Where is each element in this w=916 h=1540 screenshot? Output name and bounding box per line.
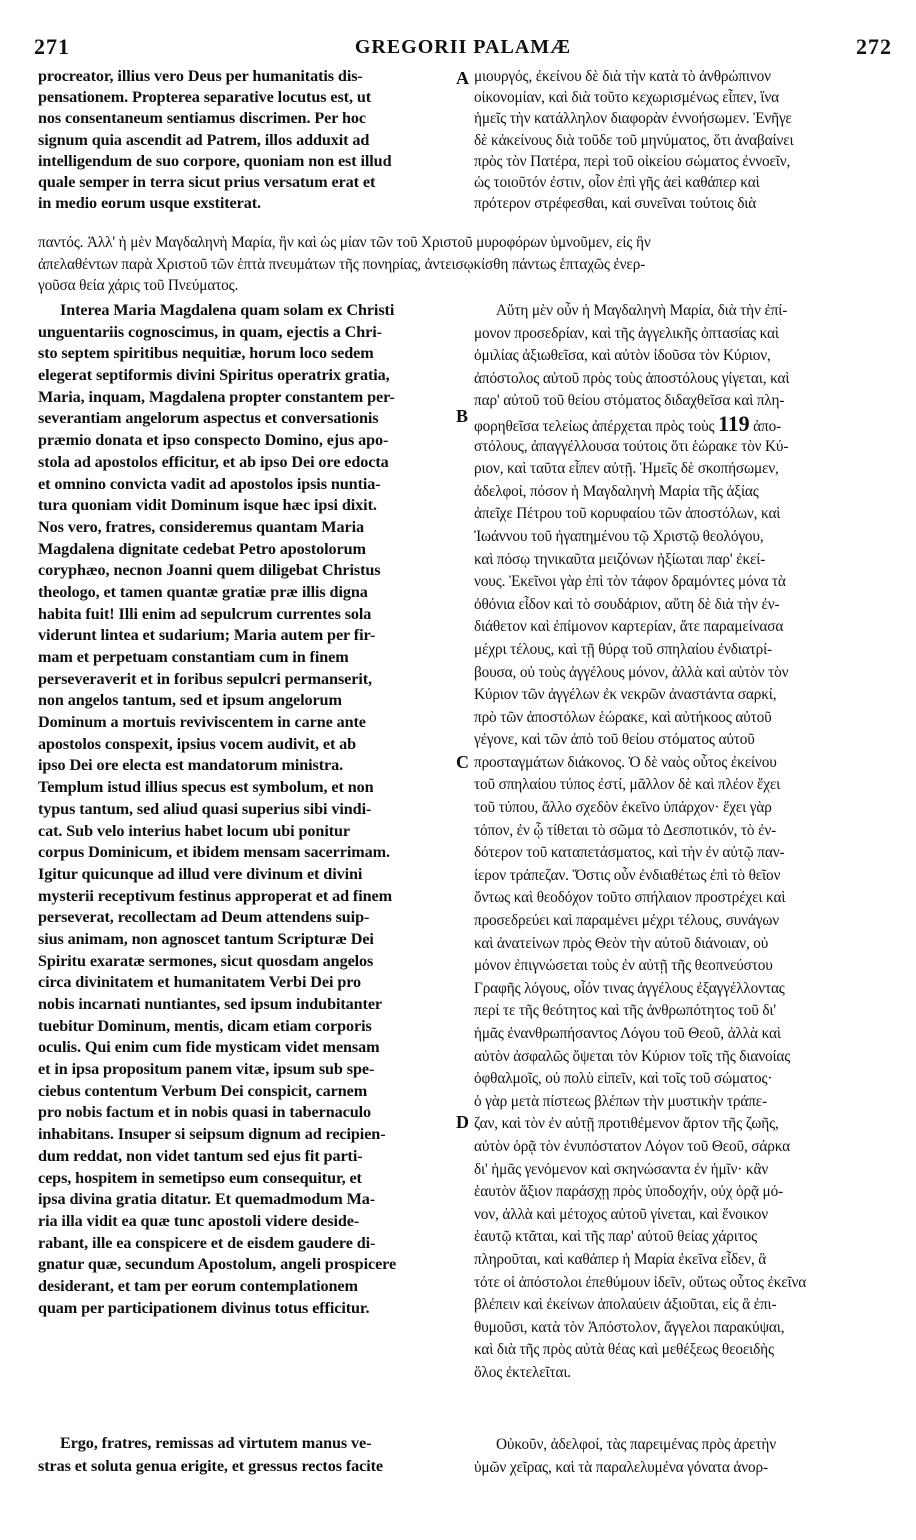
latin-text-line: severantiam angelorum aspectus et conversationis: [38, 409, 379, 428]
greek-text-line: δότερον τοῦ καταπετάσματος, καὶ τὴν ἐν αὐτῷ παν-: [474, 844, 785, 862]
greek-column-top: [474, 66, 894, 214]
latin-text-line: pensationem. Propterea separative locutus est, ut: [38, 88, 372, 107]
latin-text-line: Ergo, fratres, remissas ad virtutem manus ve-: [60, 1434, 372, 1452]
latin-column-main: [38, 300, 456, 1319]
latin-text-line: theologo, et tamen quantæ gratiæ præ illis digna: [38, 582, 368, 601]
latin-text-line: unguentariis cognoscimus, in quam, ejectis a Chri-: [38, 322, 382, 341]
latin-text-line: ciebus contentum Verbum Dei conspicit, carnem: [38, 1081, 368, 1100]
greek-text-line: πρὸ τῶν ἀποστόλων ἑώρακε, καὶ αὐτήκοος αὐτοῦ: [474, 708, 772, 726]
latin-text-line: coryphæo, necnon Joanni quem diligebat Christus: [38, 561, 381, 580]
latin-text-line: Maria, inquam, Magdalena propter constantem per-: [38, 387, 395, 406]
greek-text-line: αὐτὸν ἀσφαλῶς ὄψεται τὸν Κύριον τοῖς τῆς διανοίας: [474, 1047, 791, 1065]
greek-text-line: ἀπόστολος αὐτοῦ πρὸς τοὺς ἀποστόλους γίγεται, καὶ: [474, 369, 790, 387]
latin-text-line: sto septem spiritibus nequitiæ, horum loco sedem: [38, 344, 374, 363]
margin-marker: 119: [718, 412, 750, 436]
greek-text-line: αὐτὸν ὁρᾷ τὸν ἐνυπόστατον Λόγον τοῦ Θεοῦ, σάρκα: [474, 1137, 791, 1155]
greek-text-line: πρότερον στρέφεσθαι, καὶ συνεῖναι τούτοις διὰ: [474, 195, 757, 213]
greek-text-line: πρὸς τὸν Πατέρα, περὶ τοῦ οἰκείου σώματος ἐννοεῖν,: [474, 152, 791, 170]
latin-column-end: [38, 1432, 456, 1478]
greek-text-line: τοῦ τύπου, ἄλλο σχεδὸν ἐκεῖνο ὑπάρχον· ἔχει γὰρ: [474, 799, 772, 817]
greek-text-line: μόνον ἐπιγνώσεται τοὺς ἐν αὐτῇ τῆς θεοπνεύστου: [474, 957, 773, 975]
greek-text-line: βουσα, οὐ τοὺς ἀγγέλους μόνον, ἀλλὰ καὶ αὐτὸν τὸν: [474, 663, 789, 681]
latin-text-line: perseverat, recollectam ad Deum attendens suip-: [38, 908, 370, 927]
latin-text-line: ria illa vidit ea quæ tunc apostoli videre deside-: [38, 1211, 360, 1230]
latin-text-line: desiderant, et tam per eorum contemplationem: [38, 1276, 358, 1295]
latin-text-line: corpus Dominicum, et ibidem mensam sacerrimam.: [38, 843, 390, 862]
latin-text-line: Interea Maria Magdalena quam solam ex Christi: [60, 301, 395, 319]
latin-text-line: nos consentaneum sentiamus discrimen. Per hoc: [38, 109, 366, 128]
latin-text-line: ipsa divina gratia ditatur. Et quemadmodum Ma-: [38, 1190, 376, 1209]
greek-text-line: παρ' αὐτοῦ τοῦ θείου στόματος διδαχθεῖσα καὶ πλη-: [474, 392, 785, 410]
greek-text-line: καὶ διὰ τῆς πρὸς αὐτὰ θέας καὶ μεθέξεως θεοειδὴς: [474, 1341, 774, 1359]
latin-text-line: cat. Sub velo interius habet locum ubi ponitur: [38, 821, 350, 840]
greek-text-line: Κύριον τῶν ἀγγέλων ἐκ νεκρῶν ἀναστάντα σαρκί,: [474, 686, 777, 704]
latin-text-line: non angelos tantum, sed et ipsum angelorum: [38, 691, 342, 710]
greek-text-line: Οὐκοῦν, ἀδελφοί, τὰς παρειμένας πρὸς ἀρετὴν: [496, 1436, 777, 1453]
greek-text-line: ἡμεῖς τὴν κατάλληλον διαφορὰν ἐννοήσωμεν. Ἐνῆγε: [474, 110, 792, 128]
latin-text-line: Dominum a mortuis reviviscentem in carne ante: [38, 713, 366, 732]
latin-text-line: mysterii receptivum festinus approperat et ad finem: [38, 886, 392, 905]
greek-text-line: μονον προσεδρίαν, καὶ τῆς ἀγγελικῆς ὀπτασίας καὶ: [474, 324, 779, 342]
greek-text-line: τόπον, ἐν ᾧ τίθεται τὸ σῶμα τὸ Δεσποτικόν, τὸ ἐν-: [474, 821, 777, 839]
latin-text-line: Spiritu exaratæ sermones, sicut quosdam angelos: [38, 951, 374, 970]
greek-text-line: παντός. Ἀλλ' ἡ μὲν Μαγδαληνὴ Μαρία, ἣν καὶ ὡς μίαν τῶν τοῦ Χριστοῦ μυροφόρων ὑμνοῦμεν, εἰς ἣν: [38, 234, 651, 251]
greek-text-line: τότε οἱ ἀπόστολοι ἐπεθύμουν ἰδεῖν, οὕτως οὗτος ἐκεῖνα: [474, 1273, 807, 1291]
latin-text-line: tura quoniam vidit Dominum isque hæc ipsi dixit.: [38, 496, 377, 515]
greek-text-line: οἰκονομίαν, καὶ διὰ τοῦτο κεχωρισμένως εἶπεν, ἵνα: [474, 89, 780, 107]
greek-text-line: μιουργός, ἐκείνου δὲ διὰ τὴν κατὰ τὸ ἀνθρώπινον: [474, 68, 771, 85]
greek-text-line: βλέπειν καὶ ἐκείνων ἀπολαύειν ἀξιοῦται, εἰς ἃ ἐπι-: [474, 1296, 777, 1314]
latin-text-line: pro nobis factum et in nobis quasi in tabernaculo: [38, 1103, 372, 1122]
latin-text-line: quale semper in terra sicut prius versatum erat et: [38, 172, 376, 191]
greek-text-line: ὀθόνια εἶδον καὶ τὸ σουδάριον, αὕτη δὲ διὰ τὴν ἐν-: [474, 595, 780, 613]
greek-text-line: θυμοῦσι, κατὰ τὸν Ἀπόστολον, ἄγγελοι παρακύψαι,: [474, 1318, 785, 1336]
latin-column-top: [38, 66, 456, 214]
latin-text-line: gnatur quæ, secundum Apostolum, angeli prospicere: [38, 1255, 397, 1274]
greek-column-main: [474, 300, 894, 1385]
latin-text-line: quam per participationem divinus totus efficitur.: [38, 1298, 370, 1317]
greek-spanning-paragraph: [38, 232, 898, 297]
greek-text-line: μέχρι τέλους, καὶ τῇ θύρᾳ τοῦ σπηλαίου ἐνδιατρί-: [474, 640, 772, 658]
greek-text-line: ὁμιλίας ἀξιωθεῖσα, καὶ αὐτὸν ἰδοῦσα τὸν Κύριον,: [474, 347, 771, 365]
greek-text-line: ὀφθαλμοῖς, οὐ πολὺ εἰπεῖν, καὶ τοῖς τοῦ σώματος·: [474, 1070, 773, 1088]
latin-text-line: et in ipsa propositum panem vitæ, ipsum sub spe-: [38, 1060, 375, 1079]
greek-text-line: ριον, καὶ ταῦτα εἶπεν αὐτῇ. Ἡμεῖς δὲ σκοπήσωμεν,: [474, 460, 779, 478]
latin-text-line: oculis. Qui enim cum fide mysticam videt mensam: [38, 1038, 380, 1057]
greek-text-line: ίερον τράπεζαν. Ὅστις οὖν ἐνδιαθέτως ἐπὶ τὸ θεῖον: [474, 866, 781, 884]
latin-text-line: Magdalena dignitate cedebat Petro apostolorum: [38, 539, 366, 558]
margin-letter-a: A: [456, 68, 469, 88]
greek-text-line: ἑαυτῷ κτᾶται, καὶ τῆς παρ' αὐτοῦ θείας χάριτος: [474, 1228, 758, 1246]
latin-text-line: ceps, hospitem in semetipso eum consequitur, et: [38, 1168, 362, 1187]
latin-text-line: præmio donata et ipso conspecto Domino, ejus apo-: [38, 431, 389, 450]
latin-text-line: stras et soluta genua erigite, et gressus rectos facite: [38, 1457, 383, 1475]
latin-text-line: in medio eorum usque exstiterat.: [38, 194, 261, 213]
latin-text-line: perseveraverit et in foribus sepulcri permanserit,: [38, 669, 372, 688]
greek-text-line: νον, ἀλλὰ καὶ μέτοχος αὐτοῦ γίνεται, καὶ ἔνοικον: [474, 1205, 769, 1223]
greek-text-line: τοῦ σπηλαίου τύπος ἐστί, μᾶλλον δὲ καὶ πλέον ἔχει: [474, 776, 781, 794]
latin-text-line: signum quia ascendit ad Patrem, illos adduxit ad: [38, 130, 370, 149]
latin-text-line: procreator, illius vero Deus per humanitatis dis-: [38, 67, 363, 85]
latin-text-line: Nos vero, fratres, consideremus quantam Maria: [38, 517, 364, 536]
greek-text-line: Ἰωάννου τοῦ ἠγαπημένου τῷ Χριστῷ θεολόγου,: [474, 527, 764, 545]
latin-text-line: habita fuit! Illi enim ad sepulcrum currentes sola: [38, 604, 372, 623]
latin-text-line: et omnino convicta vadit ad apostolos ipsis nuntia-: [38, 474, 381, 493]
greek-text-line: ἡμᾶς ἐνανθρωπήσαντος Λόγου τοῦ Θεοῦ, ἀλλὰ καὶ: [474, 1025, 781, 1042]
greek-text-line: ὡς τοιοῦτόν ἐστιν, οἷον ἐπὶ γῆς ἀεὶ καθάπερ καὶ: [474, 173, 760, 191]
margin-letter-c: C: [456, 752, 469, 772]
greek-text-line: προσταγμάτων διάκονος. Ὁ δὲ ναὸς οὗτος ἐκείνου: [474, 753, 777, 771]
latin-text-line: circa divinitatem et humanitatem Verbi Dei pro: [38, 973, 362, 992]
latin-text-line: elegerat septiformis divini Spiritus operatrix gratia,: [38, 366, 390, 385]
greek-text-line: ὁ γὰρ μετὰ πίστεως βλέπων τὴν μυστικὴν τράπε-: [474, 1092, 767, 1110]
greek-text-line: ἀπεῖχε Πέτρου τοῦ κορυφαίου τῶν ἀποστόλων, καὶ: [474, 505, 781, 523]
greek-text-line: ὅλος ἐκτελεῖται.: [474, 1363, 571, 1381]
greek-text-line: ὑμῶν χεῖρας, καὶ τὰ παραλελυμένα γόνατα ἀνορ-: [474, 1458, 768, 1476]
latin-text-line: Templum istud illius specus est symbolum, et non: [38, 778, 374, 797]
page-number-left: 271: [34, 34, 70, 59]
greek-text-line: ἑαυτὸν ἄξιον παράσχῃ πρὸς ὑποδοχήν, οὐχ ὁρᾷ μό-: [474, 1183, 784, 1201]
greek-text-line: στόλους, ἀπαγγέλλουσα τούτοις ὅτι ἑώρακε τὸν Κύ-: [474, 437, 789, 455]
greek-text-line: ὄντως καὶ θεοδόχον τοῦτο σπήλαιον προστρέχει καὶ: [474, 889, 786, 907]
latin-text-line: mam et perpetuam constantiam cum in finem: [38, 648, 349, 666]
greek-line-with-marker: φορηθεῖσα τελείως ἀπέρχεται πρὸς τοὺς 119 ἀπο-: [474, 412, 782, 436]
latin-text-line: stola ad apostolos efficitur, et ab ipso Dei ore edocta: [38, 452, 389, 471]
greek-text-line: γοῦσα θεία χάρις τοῦ Πνεύματος.: [38, 277, 239, 294]
latin-text-line: sius animam, non agnoscet tantum Scripturæ Dei: [38, 929, 374, 948]
latin-text-line: apostolos conspexit, ipsius vocem audivit, et ab: [38, 734, 357, 753]
greek-text-line: δὲ κἀκείνους διὰ τοῦδε τοῦ μηνύματος, ὅτι ἀναβαίνει: [474, 131, 794, 149]
running-title: GREGORII PALAMÆ: [354, 36, 572, 58]
latin-text-line: intelligendum de suo corpore, quoniam non est illud: [38, 151, 392, 170]
latin-text-line: tuebitur Dominum, mentis, dicam etiam corporis: [38, 1016, 372, 1035]
page-number-right: 272: [856, 34, 892, 59]
greek-column-end: [474, 1434, 894, 1479]
greek-text-line: διάθετον καὶ ἐπίμονον καρτερίαν, ἅτε παραμείνασα: [474, 618, 784, 636]
greek-text-line: πληροῦται, καὶ καθάπερ ἡ Μαρία ἐκεῖνα εἶδεν, ἃ: [474, 1250, 767, 1268]
greek-text-line: ζαν, καὶ τὸν ἐν αὐτῇ προτιθέμενον ἄρτον τῆς ζωῆς,: [474, 1115, 779, 1133]
latin-text-line: typus tantum, sed aliud quasi superius sibi vindi-: [38, 799, 372, 818]
greek-text-line: ἀδελφοί, πόσον ἡ Μαγδαληνὴ Μαρία τῆς ἀξίας: [474, 482, 759, 500]
greek-text-line: γέγονε, καὶ τῶν ἀπὸ τοῦ θείου στόματος αὐτοῦ: [474, 731, 755, 749]
greek-text-line: καὶ πόσῳ τηνικαῦτα μειζόνων ἠξίωται παρ' ἐκεί-: [474, 550, 766, 568]
running-header: [34, 34, 892, 64]
greek-text-line: περί τε τῆς θεότητος καὶ τῆς ἀνθρωπότητος τοῦ δι': [474, 1002, 777, 1020]
latin-text-line: dum reddat, non videt tantum sed ejus fit parti-: [38, 1146, 363, 1165]
latin-text-line: inhabitans. Insuper si seipsum dignum ad recipien-: [38, 1125, 386, 1144]
greek-text-line: προσεδρεύει καὶ παραμένει μέχρι τέλους, συνάγων: [474, 912, 780, 930]
greek-text-line: ἀπελαθέντων παρὰ Χριστοῦ τῶν ἑπτὰ πνευμάτων τῆς πονηρίας, ἀντεισῳκίσθη πάντως ἑπταχῶς ἐνερ-: [38, 255, 646, 273]
greek-text-line: Γραφῆς λόγους, οἷόν τινας ἀγγέλους ἐξαγγέλλοντας: [474, 979, 785, 997]
greek-text-line: δι' ἡμᾶς γενόμενον καὶ σκηνώσαντα ἐν ἡμῖν· κἂν: [474, 1160, 769, 1178]
margin-letter-d: D: [456, 1112, 469, 1132]
greek-text-line: Αὕτη μὲν οὖν ἡ Μαγδαληνὴ Μαρία, διὰ τὴν ἐπί-: [496, 302, 788, 319]
latin-text-line: viderunt lintea et sudarium; Maria autem per fir-: [38, 626, 376, 645]
greek-text-line: νους. Ἐκεῖνοι γὰρ ἐπὶ τὸν τάφον δραμόντες μόνα τὰ: [474, 573, 786, 591]
latin-text-line: Igitur quicunque ad illud vere divinum et divini: [38, 864, 363, 883]
latin-text-line: nobis incarnati nuntiantes, sed ipsum indubitanter: [38, 995, 383, 1013]
latin-text-line: ipso Dei ore electa est mandatorum ministra.: [38, 756, 344, 775]
latin-text-line: rabant, ille ea conspicere et de eisdem gaudere di-: [38, 1233, 376, 1252]
margin-letter-b: B: [456, 406, 469, 426]
greek-text-line: καὶ ἀνατείνων πρὸς Θεὸν τὴν αὐτοῦ διάνοιαν, οὐ: [474, 934, 769, 952]
